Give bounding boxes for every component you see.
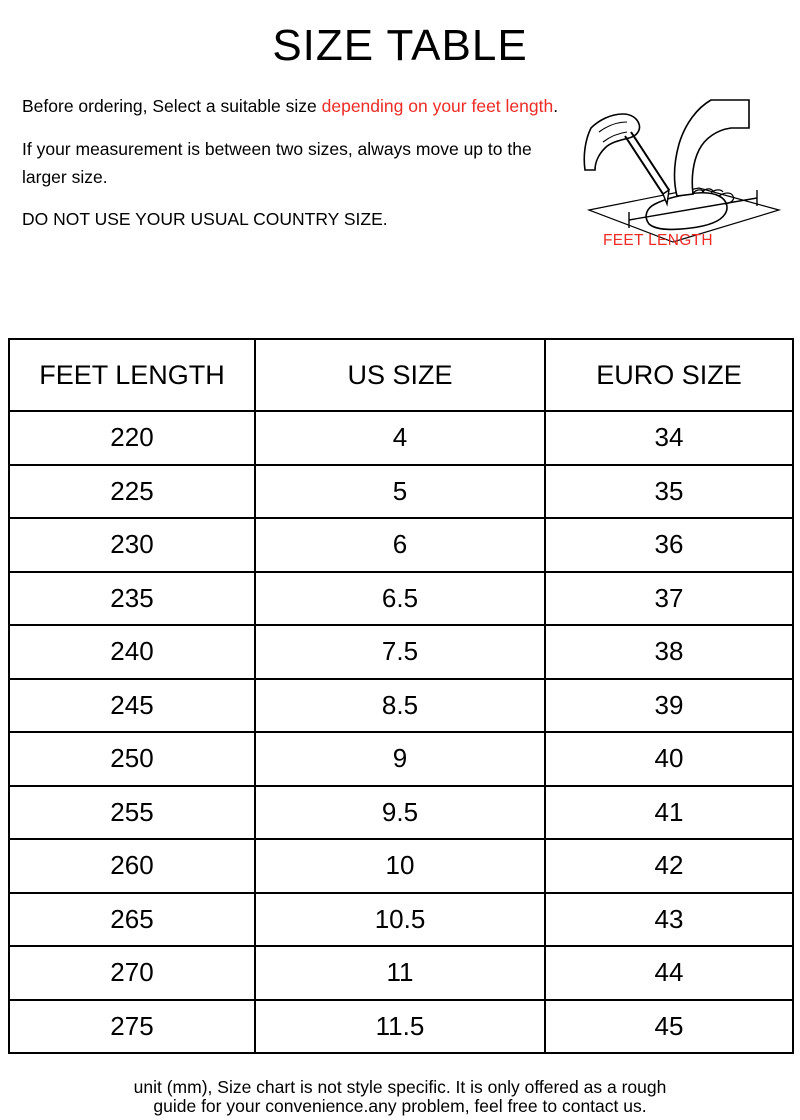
cell-euro-size: 41 xyxy=(545,786,793,840)
cell-feet-length: 230 xyxy=(9,518,255,572)
table-row xyxy=(9,572,793,626)
cell-us-size: 7.5 xyxy=(255,625,545,679)
cell-feet-length: 255 xyxy=(9,786,255,840)
column-header-euro-size: EURO SIZE xyxy=(545,339,793,411)
table-row xyxy=(9,839,793,893)
intro-line-1-post: . xyxy=(553,96,559,117)
table-row xyxy=(9,1000,793,1054)
cell-feet-length: 240 xyxy=(9,625,255,679)
cell-us-size: 6.5 xyxy=(255,572,545,626)
cell-euro-size: 36 xyxy=(545,518,793,572)
table-row xyxy=(9,732,793,786)
cell-feet-length: 225 xyxy=(9,465,255,519)
cell-us-size: 9.5 xyxy=(255,786,545,840)
cell-us-size: 4 xyxy=(255,411,545,465)
cell-feet-length: 250 xyxy=(9,732,255,786)
cell-us-size: 8.5 xyxy=(255,679,545,733)
cell-feet-length: 270 xyxy=(9,946,255,1000)
cell-euro-size: 45 xyxy=(545,1000,793,1054)
cell-feet-length: 260 xyxy=(9,839,255,893)
intro-line-1 xyxy=(22,92,577,120)
size-table xyxy=(8,338,794,1054)
cell-us-size: 11.5 xyxy=(255,1000,545,1054)
cell-euro-size: 39 xyxy=(545,679,793,733)
cell-euro-size: 42 xyxy=(545,839,793,893)
column-header-feet-length: FEET LENGTH xyxy=(9,339,255,411)
cell-us-size: 10.5 xyxy=(255,893,545,947)
size-table-block xyxy=(8,338,792,1054)
cell-us-size: 5 xyxy=(255,465,545,519)
intro-line-3: DO NOT USE YOUR USUAL COUNTRY SIZE. xyxy=(22,209,388,230)
table-row xyxy=(9,411,793,465)
table-row xyxy=(9,679,793,733)
size-table-document xyxy=(0,22,800,1120)
cell-feet-length: 245 xyxy=(9,679,255,733)
table-row xyxy=(9,625,793,679)
cell-us-size: 10 xyxy=(255,839,545,893)
table-row xyxy=(9,893,793,947)
cell-us-size: 6 xyxy=(255,518,545,572)
cell-euro-size: 43 xyxy=(545,893,793,947)
table-row xyxy=(9,786,793,840)
table-row xyxy=(9,946,793,1000)
cell-euro-size: 37 xyxy=(545,572,793,626)
intro-text xyxy=(22,92,577,233)
footer-line-1: unit (mm), Size chart is not style specific. It is only offered as a rough xyxy=(133,1077,667,1098)
table-header-row xyxy=(9,339,793,411)
foot-length-caption: FEET LENGTH xyxy=(603,232,713,250)
column-header-us-size: US SIZE xyxy=(255,339,545,411)
page-title: SIZE TABLE xyxy=(272,21,528,70)
intro-section xyxy=(0,70,800,252)
intro-line-2: If your measurement is between two sizes, always move up to the larger size. xyxy=(22,138,532,188)
cell-feet-length: 220 xyxy=(9,411,255,465)
cell-euro-size: 35 xyxy=(545,465,793,519)
intro-line-1-accent: depending on your feet length xyxy=(321,96,554,117)
cell-us-size: 11 xyxy=(255,946,545,1000)
cell-euro-size: 34 xyxy=(545,411,793,465)
cell-feet-length: 235 xyxy=(9,572,255,626)
intro-line-1-pre: Before ordering, Select a suitable size xyxy=(22,96,322,117)
cell-euro-size: 40 xyxy=(545,732,793,786)
hand-measuring-foot-icon xyxy=(581,92,781,252)
table-row xyxy=(9,465,793,519)
cell-us-size: 9 xyxy=(255,732,545,786)
footer-note xyxy=(0,1078,800,1116)
cell-feet-length: 275 xyxy=(9,1000,255,1054)
cell-feet-length: 265 xyxy=(9,893,255,947)
table-row xyxy=(9,518,793,572)
cell-euro-size: 38 xyxy=(545,625,793,679)
footer-line-2: guide for your convenience.any problem, feel free to contact us. xyxy=(153,1096,647,1117)
cell-euro-size: 44 xyxy=(545,946,793,1000)
